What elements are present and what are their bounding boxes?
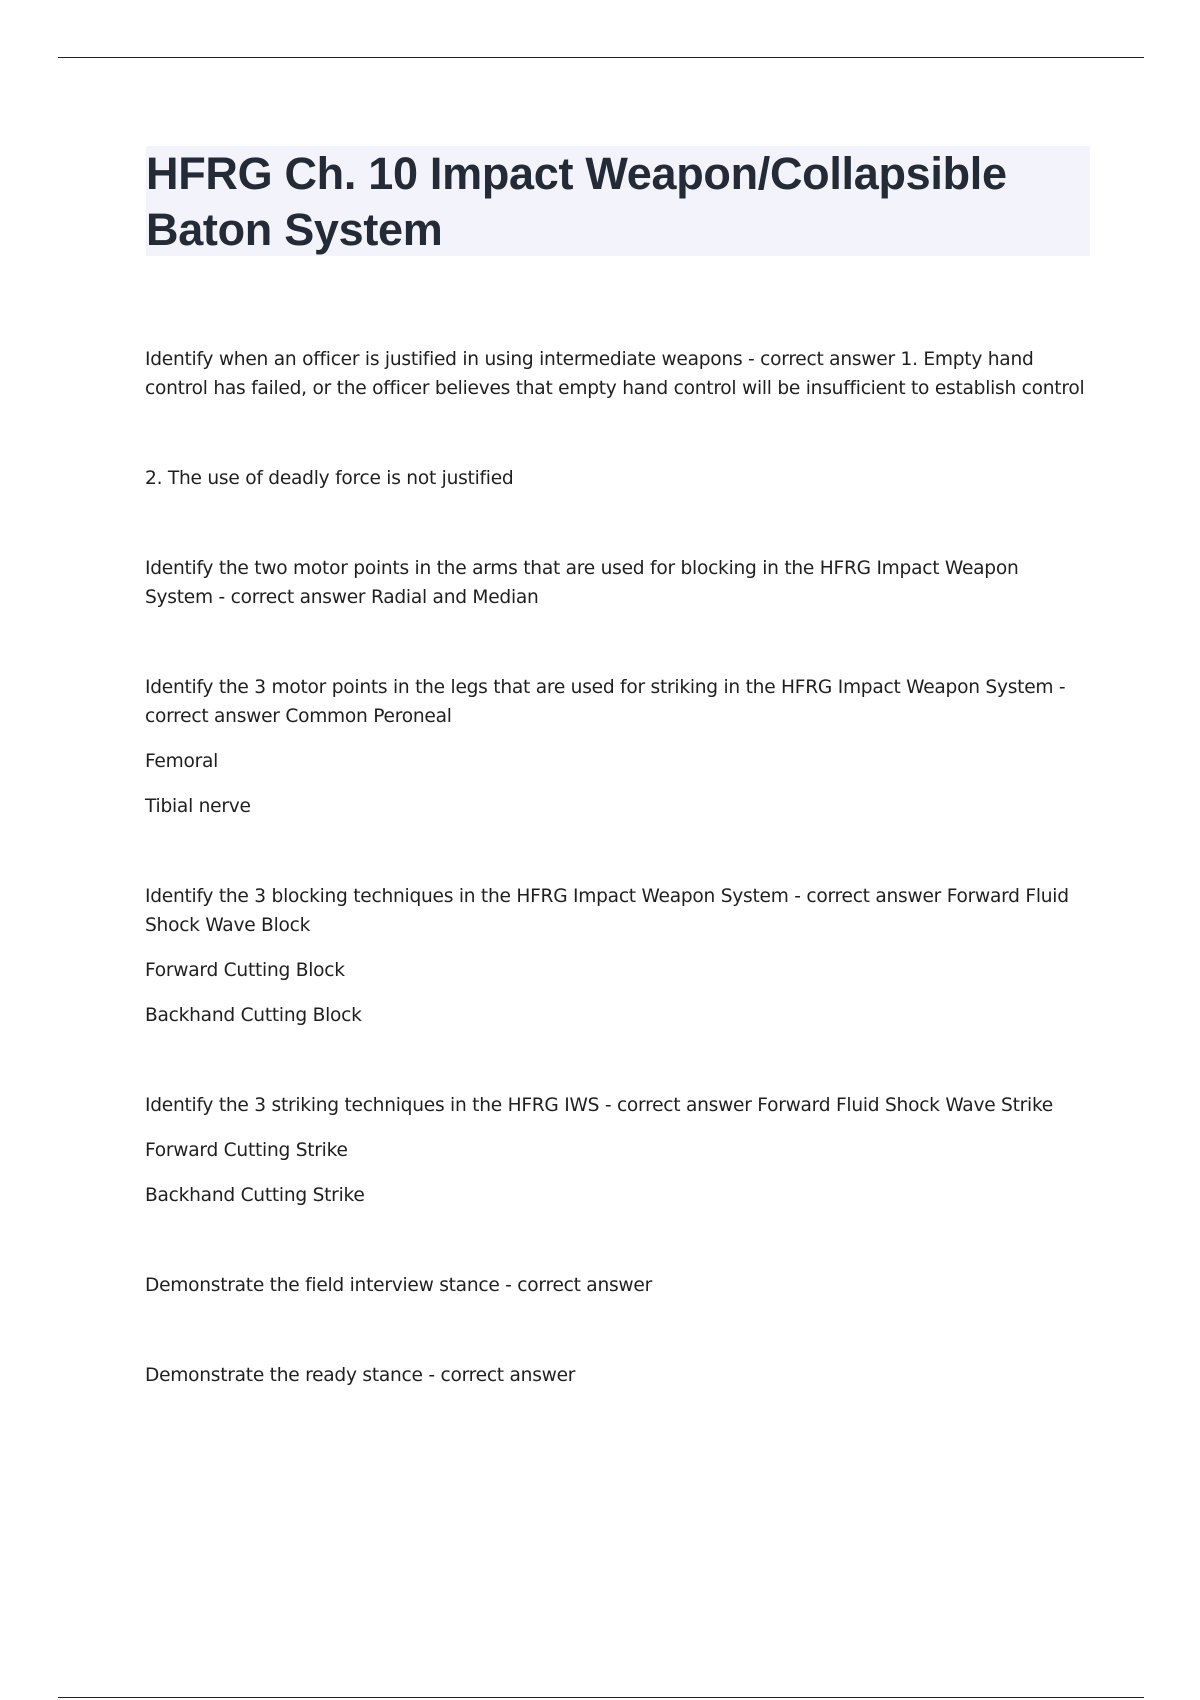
qa-line: Identify the 3 blocking techniques in the HFRG Impact Weapon System - correct answer Forward Fluid Shock Wave Block [145,886,1069,936]
qa-line: Identify when an officer is justified in using intermediate weapons - correct answer 1. Empty hand control has failed, or the officer believes that empty hand control will be insufficient to establish control [145,349,1085,399]
qa-item [145,882,1090,1030]
qa-line: Tibial nerve [145,796,251,817]
qa-item [145,1091,1090,1210]
flashcard-list [145,345,1090,1451]
qa-line: Backhand Cutting Block [145,1005,362,1026]
qa-item [145,1361,1090,1390]
qa-item [145,673,1090,821]
qa-line: Forward Cutting Block [145,960,345,981]
qa-line: Demonstrate the field interview stance - correct answer [145,1275,652,1296]
qa-line: Backhand Cutting Strike [145,1185,365,1206]
qa-line: Identify the 3 striking techniques in the HFRG IWS - correct answer Forward Fluid Shock Wave Strike [145,1095,1053,1116]
qa-item [145,464,1090,493]
qa-line: Identify the 3 motor points in the legs that are used for striking in the HFRG Impact Weapon System - correct answer Common Peroneal [145,677,1066,727]
qa-line: Demonstrate the ready stance - correct answer [145,1365,576,1386]
qa-item [145,554,1090,612]
qa-line: Identify the two motor points in the arms that are used for blocking in the HFRG Impact Weapon System - correct answer Radial and Median [145,558,1019,608]
qa-line: 2. The use of deadly force is not justified [145,468,514,489]
qa-line: Forward Cutting Strike [145,1140,348,1161]
top-divider [58,57,1144,58]
qa-item [145,345,1090,403]
qa-item [145,1271,1090,1300]
qa-line: Femoral [145,751,219,772]
bottom-divider [58,1697,1144,1698]
page-title: HFRG Ch. 10 Impact Weapon/Collapsible Baton System [146,148,1007,255]
